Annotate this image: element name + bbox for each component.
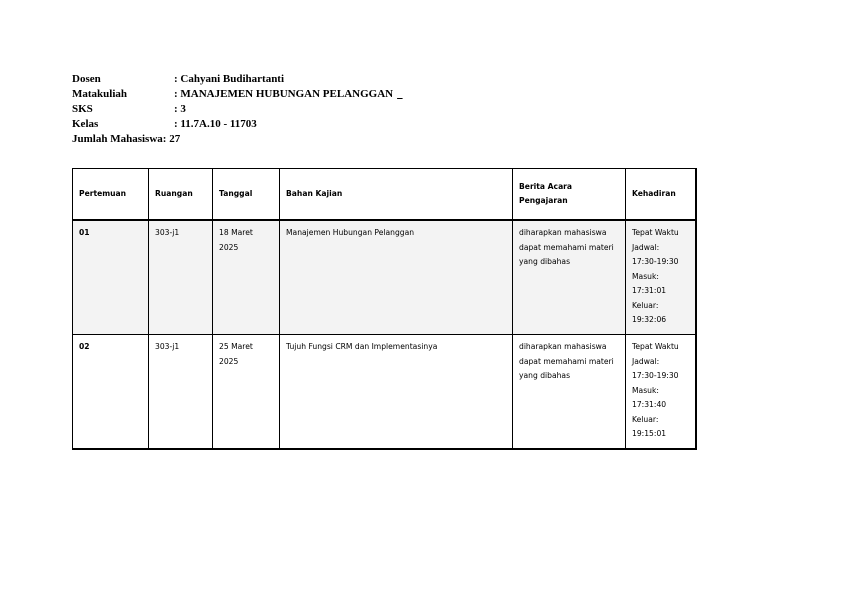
kehadiran-masuk: 17:31:01: [632, 286, 667, 295]
table-header-row: [73, 169, 696, 221]
info-row-matakuliah: [72, 87, 403, 102]
kehadiran-status: Tepat Waktu: [632, 342, 679, 351]
cell-tanggal: 18 Maret 2025: [213, 220, 280, 335]
kehadiran-keluar-label: Keluar:: [632, 414, 659, 424]
cell-ruangan: 303-j1: [149, 220, 213, 335]
cell-ruangan: 303-j1: [149, 335, 213, 450]
sks-value: : 3: [174, 103, 186, 115]
cell-pertemuan: 01: [73, 220, 149, 335]
kehadiran-keluar-label: Keluar:: [632, 300, 659, 310]
kehadiran-jadwal: 17:30-19:30: [632, 257, 679, 266]
info-row-kelas: [72, 117, 403, 132]
cell-berita-acara: diharapkan mahasiswa dapat memahami materi yang dibahas: [513, 220, 626, 335]
cell-tanggal: 25 Maret 2025: [213, 335, 280, 450]
table-row: [73, 220, 696, 335]
attendance-table: [72, 168, 697, 450]
table-row: [73, 335, 696, 450]
header-kehadiran: Kehadiran: [626, 169, 696, 221]
jumlah-label: Jumlah Mahasiswa: [72, 133, 163, 145]
kehadiran-masuk-label: Masuk:: [632, 271, 659, 281]
info-row-dosen: [72, 72, 403, 87]
kehadiran-status: Tepat Waktu: [632, 228, 679, 237]
header-berita-acara: Berita Acara Pengajaran: [513, 169, 626, 221]
jumlah-value: : 27: [162, 133, 181, 145]
dosen-label: Dosen: [72, 73, 101, 85]
kehadiran-keluar: 19:15:01: [632, 429, 667, 438]
kehadiran-keluar: 19:32:06: [632, 315, 667, 324]
header-ruangan: Ruangan: [149, 169, 213, 221]
info-row-jumlah: [72, 132, 403, 147]
kehadiran-masuk-label: Masuk:: [632, 385, 659, 395]
course-info: [72, 72, 403, 147]
info-row-sks: [72, 102, 403, 117]
kehadiran-masuk: 17:31:40: [632, 400, 667, 409]
cell-berita-acara: diharapkan mahasiswa dapat memahami materi yang dibahas: [513, 335, 626, 450]
cell-bahan-kajian: Tujuh Fungsi CRM dan Implementasinya: [280, 335, 513, 450]
sks-label: SKS: [72, 103, 93, 115]
header-pertemuan: Pertemuan: [73, 169, 149, 221]
cell-kehadiran: [626, 220, 696, 335]
cell-kehadiran: [626, 335, 696, 450]
dosen-value: : Cahyani Budihartanti: [174, 73, 285, 85]
kehadiran-jadwal: 17:30-19:30: [632, 371, 679, 380]
matakuliah-label: Matakuliah: [72, 88, 128, 100]
matakuliah-value: : MANAJEMEN HUBUNGAN PELANGGAN: [174, 88, 394, 100]
header-bahan-kajian: Bahan Kajian: [280, 169, 513, 221]
cell-pertemuan: 02: [73, 335, 149, 450]
kehadiran-jadwal-label: Jadwal:: [632, 242, 660, 252]
kehadiran-jadwal-label: Jadwal:: [632, 356, 660, 366]
kelas-value: : 11.7A.10 - 11703: [174, 118, 257, 130]
kelas-label: Kelas: [72, 118, 99, 130]
header-tanggal: Tanggal: [213, 169, 280, 221]
cell-bahan-kajian: Manajemen Hubungan Pelanggan: [280, 220, 513, 335]
link-underline-mark: [397, 87, 403, 102]
